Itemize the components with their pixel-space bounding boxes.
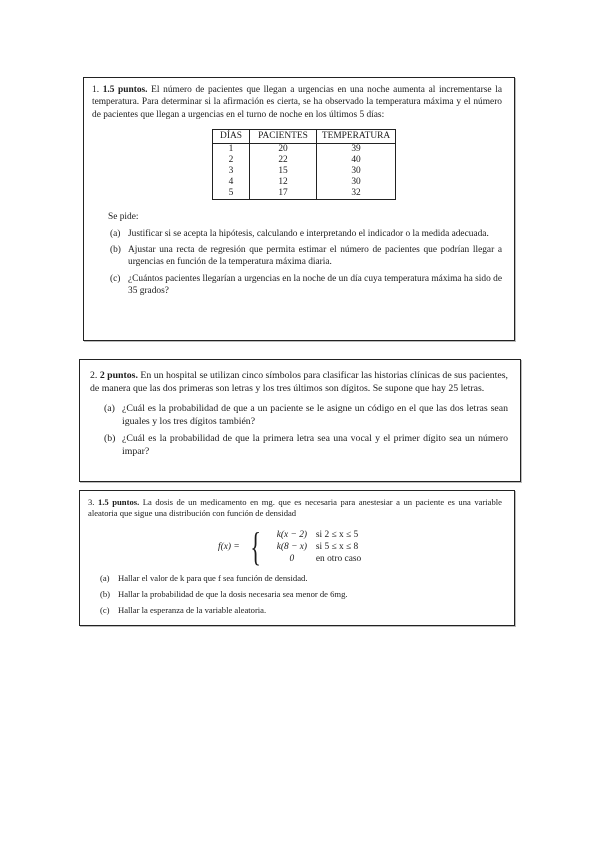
item-label: (b) bbox=[104, 433, 116, 445]
item-text: Justificar si se acepta la hipótesis, calculando e interpretando el indicador o la medida adecuada. bbox=[128, 228, 489, 239]
table-header-patients: PACIENTES bbox=[250, 129, 317, 143]
table-cell: 39 bbox=[317, 143, 396, 155]
item-text: ¿Cuál es la probabilidad de que la primera letra sea una vocal y el primer dígito sea un número impar? bbox=[122, 433, 508, 457]
problem-1-box bbox=[83, 77, 515, 341]
table-row bbox=[213, 188, 396, 200]
list-item bbox=[110, 228, 502, 240]
case-condition: si 5 ≤ x ≤ 8 bbox=[315, 541, 359, 552]
item-label: (b) bbox=[110, 245, 121, 256]
problem-1-points: 1.5 puntos. bbox=[102, 85, 148, 95]
table-cell: 3 bbox=[213, 166, 250, 177]
list-item bbox=[110, 273, 502, 298]
table-cell: 2 bbox=[213, 155, 250, 166]
table-cell: 5 bbox=[213, 188, 250, 200]
table-cell: 40 bbox=[317, 155, 396, 166]
table-cell: 20 bbox=[250, 143, 317, 155]
item-label: (a) bbox=[100, 573, 110, 583]
problem-2-items bbox=[104, 403, 508, 458]
list-item bbox=[110, 244, 502, 269]
table-header-row bbox=[213, 129, 396, 143]
item-label: (c) bbox=[110, 273, 121, 284]
table-cell: 30 bbox=[317, 166, 396, 177]
item-text: Hallar la esperanza de la variable aleatoria. bbox=[118, 605, 267, 615]
table-cell: 22 bbox=[250, 155, 317, 166]
table-row bbox=[213, 155, 396, 166]
problem-3-box bbox=[79, 490, 515, 626]
list-item bbox=[104, 433, 508, 458]
table-cell: 17 bbox=[250, 188, 317, 200]
table-header-days: DÍAS bbox=[213, 129, 250, 143]
problem-2-number: 2. bbox=[90, 370, 98, 381]
problem-2-statement bbox=[90, 370, 508, 395]
problem-3-text: La dosis de un medicamento en mg. que es necesaria para anestesiar a un paciente es una variable aleatoria que sigue una distribución con función de densidad bbox=[88, 497, 503, 518]
problem-2-points: 2 puntos. bbox=[99, 370, 138, 381]
problem-2-box bbox=[79, 359, 521, 482]
table-cell: 12 bbox=[250, 177, 317, 188]
item-label: (c) bbox=[100, 605, 110, 615]
item-text: ¿Cuál es la probabilidad de que a un paciente se le asigne un código en el que las dos letras sean iguales y los tres dígitos también? bbox=[122, 403, 508, 427]
problem-3-number: 3. bbox=[88, 497, 95, 507]
list-item bbox=[100, 573, 502, 584]
table-cell: 1 bbox=[213, 143, 250, 155]
item-text: Hallar la probabilidad de que la dosis necesaria sea menor de 6mg. bbox=[118, 589, 348, 599]
list-item bbox=[100, 589, 502, 600]
problem-1-statement bbox=[92, 84, 502, 121]
problem-1-text: El número de pacientes que llegan a urgencias en una noche aumenta al incrementarse la temperatura. Para determinar si la afirmación es cierta, se ha observado la temperatura máxima y el número de pacientes que llegan a urgencias en el turno de noche en los últimos 5 días: bbox=[92, 85, 503, 120]
table-cell: 32 bbox=[317, 188, 396, 200]
formula-cases bbox=[268, 530, 361, 565]
formula-lhs: f(x) = bbox=[218, 542, 240, 552]
left-brace-symbol: { bbox=[250, 524, 261, 569]
case-expression: k(8 − x) bbox=[276, 541, 308, 552]
problem-3-points: 1.5 puntos. bbox=[97, 497, 140, 507]
problem-2-text: En un hospital se utilizan cinco símbolos para clasificar las historias clínicas de sus pacientes, de manera que las dos primeras son letras y los tres últimos son dígitos. Se supone que hay 25 letras. bbox=[90, 370, 508, 394]
problem-3-items bbox=[100, 573, 502, 616]
table-row bbox=[213, 143, 396, 155]
item-text: Hallar el valor de k para que f sea función de densidad. bbox=[118, 573, 308, 583]
problem-1-items bbox=[110, 228, 502, 297]
case-expression: k(x − 2) bbox=[276, 529, 308, 540]
table-cell: 4 bbox=[213, 177, 250, 188]
table-row bbox=[213, 177, 396, 188]
list-item bbox=[100, 605, 502, 616]
density-function-formula bbox=[218, 524, 502, 569]
table-row bbox=[213, 166, 396, 177]
case-condition: si 2 ≤ x ≤ 5 bbox=[315, 529, 359, 540]
item-label: (b) bbox=[100, 589, 111, 599]
table-cell: 30 bbox=[317, 177, 396, 188]
problem-1-number: 1. bbox=[92, 85, 100, 95]
list-item bbox=[104, 403, 508, 428]
problem-3-statement bbox=[88, 497, 502, 519]
table-cell: 15 bbox=[250, 166, 317, 177]
item-text: ¿Cuántos pacientes llegarían a urgencias en la noche de un día cuya temperatura máxima ha sido de 35 grados? bbox=[128, 273, 502, 297]
case-condition: en otro caso bbox=[315, 553, 362, 564]
item-text: Ajustar una recta de regresión que permita estimar el número de pacientes que podrían llegar a urgencias en función de la temperatura máxima diaria. bbox=[128, 245, 502, 268]
item-label: (a) bbox=[110, 228, 121, 239]
case-expression: 0 bbox=[289, 553, 295, 564]
table-header-temperature: TEMPERATURA bbox=[317, 129, 396, 143]
se-pide-label: Se pide: bbox=[108, 211, 139, 222]
patients-temperature-table bbox=[212, 129, 396, 200]
item-label: (a) bbox=[104, 403, 115, 415]
